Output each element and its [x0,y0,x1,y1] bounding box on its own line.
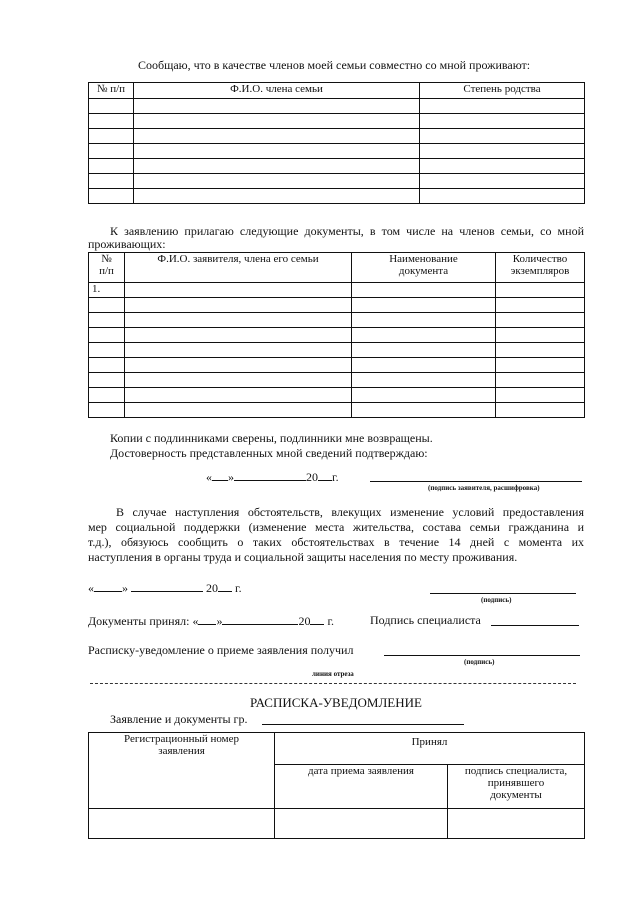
obligation-line4: наступления в органы труда и социальной защиты населения по месту проживания. [88,550,518,564]
table-cell[interactable] [134,129,420,144]
specialist-signature-line[interactable] [491,625,579,626]
table-cell[interactable] [125,328,352,343]
table-cell[interactable] [89,159,134,174]
year-suffix: г. [327,614,335,628]
year-blank[interactable] [218,580,232,592]
documents-header-doc-line1: Наименование [389,253,458,265]
receipt-table [88,732,585,839]
family-header-num: № п/п [89,83,134,99]
receipt-title: РАСПИСКА-УВЕДОМЛЕНИЕ [250,695,422,710]
table-cell[interactable] [352,343,496,358]
receipt-sign-line3: документы [490,789,542,801]
table-row [89,373,585,388]
table-row [89,343,585,358]
table-cell[interactable] [89,144,134,159]
obligation-line2: мер социальной поддержки (изменение места жительства, состава семьи гражданина и [88,520,584,534]
table-cell[interactable] [89,189,134,204]
receipt-sign-cell[interactable] [448,809,585,839]
day-blank[interactable] [94,580,122,592]
receipt-date-cell[interactable] [275,809,448,839]
documents-table [88,252,585,418]
table-cell[interactable] [134,174,420,189]
second-signature-caption: (подпись) [481,596,512,604]
quote-open: « [206,470,212,484]
receipt-date-header: дата приема заявления [275,765,448,809]
table-cell[interactable] [496,328,585,343]
accepted-label: Документы принял: « [88,614,199,628]
table-cell[interactable] [89,114,134,129]
receipt-reg-number-line1: Регистрационный номер [123,733,240,745]
table-row [89,114,585,129]
table-cell[interactable] [125,283,352,298]
table-cell[interactable] [125,403,352,418]
table-row [89,328,585,343]
documents-intro-line1: К заявлению прилагаю следующие документы, в том числе на членов семьи, со мной [110,224,584,238]
table-cell[interactable] [420,129,585,144]
documents-intro-line2: проживающих: [88,237,166,251]
year-prefix: 20 [306,470,318,484]
family-header-relation: Степень родства [420,83,585,99]
table-cell[interactable] [352,403,496,418]
specialist-signature-label: Подпись специалиста [370,613,481,627]
table-cell[interactable] [496,403,585,418]
family-header-name: Ф.И.О. члена семьи [134,83,420,99]
table-cell[interactable] [89,99,134,114]
day-blank[interactable] [198,613,216,625]
table-cell[interactable] [89,129,134,144]
cut-line-label: линия отреза [312,670,354,678]
table-cell[interactable] [134,144,420,159]
cut-line [90,683,576,684]
applicant-signature-caption: (подпись заявителя, расшифровка) [428,484,540,492]
table-cell[interactable] [352,373,496,388]
table-cell[interactable] [496,358,585,373]
table-cell[interactable] [89,298,125,313]
copies-line1: Копии с подлинниками сверены, подлинники мне возвращены. [110,431,433,445]
documents-header-num-line2: п/п [99,265,114,277]
table-cell[interactable] [420,159,585,174]
table-row [89,388,585,403]
quote-close: » [216,614,223,628]
receipt-reg-number-header [89,733,275,809]
year-suffix: г. [235,581,242,595]
year-blank[interactable] [318,469,332,481]
month-blank[interactable] [222,613,298,625]
obligation-line3: т.д.), обязуюсь сообщить о таких обстоятельствах в течение 14 дней с момента их [88,535,584,549]
table-cell[interactable] [134,99,420,114]
month-blank[interactable] [131,580,203,592]
table-cell[interactable] [420,99,585,114]
year-suffix: г. [332,470,339,484]
table-cell[interactable] [352,358,496,373]
documents-header-qty-line2: экземпляров [510,265,570,277]
table-row [89,313,585,328]
receipt-sign-line1: подпись специалиста, [464,765,568,777]
documents-header-qty-line1: Количество [512,253,568,265]
receipt-received-signature-line[interactable] [384,655,580,656]
documents-header-name: Ф.И.О. заявителя, члена его семьи [125,253,352,283]
table-cell[interactable] [496,343,585,358]
table-cell[interactable] [496,298,585,313]
table-cell[interactable] [134,114,420,129]
table-cell[interactable] [496,373,585,388]
table-cell[interactable] [352,283,496,298]
table-row [89,403,585,418]
table-row [89,298,585,313]
receipt-reg-number-cell[interactable] [89,809,275,839]
row-number: 1. [89,283,125,298]
documents-header-num [89,253,125,283]
table-row [89,358,585,373]
table-cell[interactable] [352,313,496,328]
table-cell[interactable] [89,358,125,373]
table-row [89,159,585,174]
table-row [89,99,585,114]
documents-header-doc [352,253,496,283]
table-cell[interactable] [125,388,352,403]
table-cell[interactable] [420,144,585,159]
applicant-signature-line[interactable] [370,481,582,482]
table-cell[interactable] [420,189,585,204]
accepted-line [88,613,334,628]
documents-header-num-line1: № [101,253,112,265]
table-cell[interactable] [125,343,352,358]
applicant-date-line [206,469,339,484]
receipt-received-caption: (подпись) [464,658,495,666]
receipt-received-label: Расписку-уведомление о приеме заявления получил [88,643,354,657]
receipt-sign-line2: принявшего [487,777,545,789]
table-row [89,809,585,839]
table-row [89,189,585,204]
receipt-applicant-label: Заявление и документы гр. [110,712,248,726]
table-row [89,144,585,159]
table-cell[interactable] [125,373,352,388]
table-cell[interactable] [496,388,585,403]
table-cell[interactable] [420,174,585,189]
year-prefix: 20 [298,614,311,628]
table-cell[interactable] [134,189,420,204]
table-cell[interactable] [89,373,125,388]
table-cell[interactable] [134,159,420,174]
table-cell[interactable] [496,313,585,328]
table-cell[interactable] [496,283,585,298]
table-cell[interactable] [420,114,585,129]
receipt-accepted-header: Принял [275,733,585,765]
year-blank[interactable] [310,613,324,625]
obligation-line1: В случае наступления обстоятельств, влекущих изменение условий предоставления [116,505,584,519]
documents-header-doc-line2: документа [398,265,449,277]
quote-open: « [88,581,94,595]
copies-line2: Достоверность представленных мной сведений подтверждаю: [110,446,428,460]
table-row [89,283,585,298]
receipt-reg-number-line2: заявления [158,745,205,757]
second-signature-line[interactable] [430,593,576,594]
table-cell[interactable] [89,313,125,328]
table-cell[interactable] [125,298,352,313]
table-cell[interactable] [89,328,125,343]
table-row [89,174,585,189]
quote-close: » [228,470,234,484]
table-cell[interactable] [89,388,125,403]
table-cell[interactable] [89,174,134,189]
documents-header-qty [496,253,585,283]
table-cell[interactable] [125,358,352,373]
table-cell[interactable] [352,298,496,313]
receipt-applicant-line[interactable] [262,724,464,725]
receipt-sign-header [448,765,585,809]
table-row [89,129,585,144]
year-prefix: 20 [206,581,218,595]
table-cell[interactable] [125,313,352,328]
day-blank[interactable] [212,469,228,481]
table-cell[interactable] [89,343,125,358]
second-date-line [88,580,242,595]
family-table [88,82,585,204]
table-cell[interactable] [89,403,125,418]
family-intro: Сообщаю, что в качестве членов моей семьи совместно со мной проживают: [138,58,531,72]
quote-close: » [122,581,128,595]
table-cell[interactable] [352,388,496,403]
month-blank[interactable] [234,469,306,481]
table-cell[interactable] [352,328,496,343]
